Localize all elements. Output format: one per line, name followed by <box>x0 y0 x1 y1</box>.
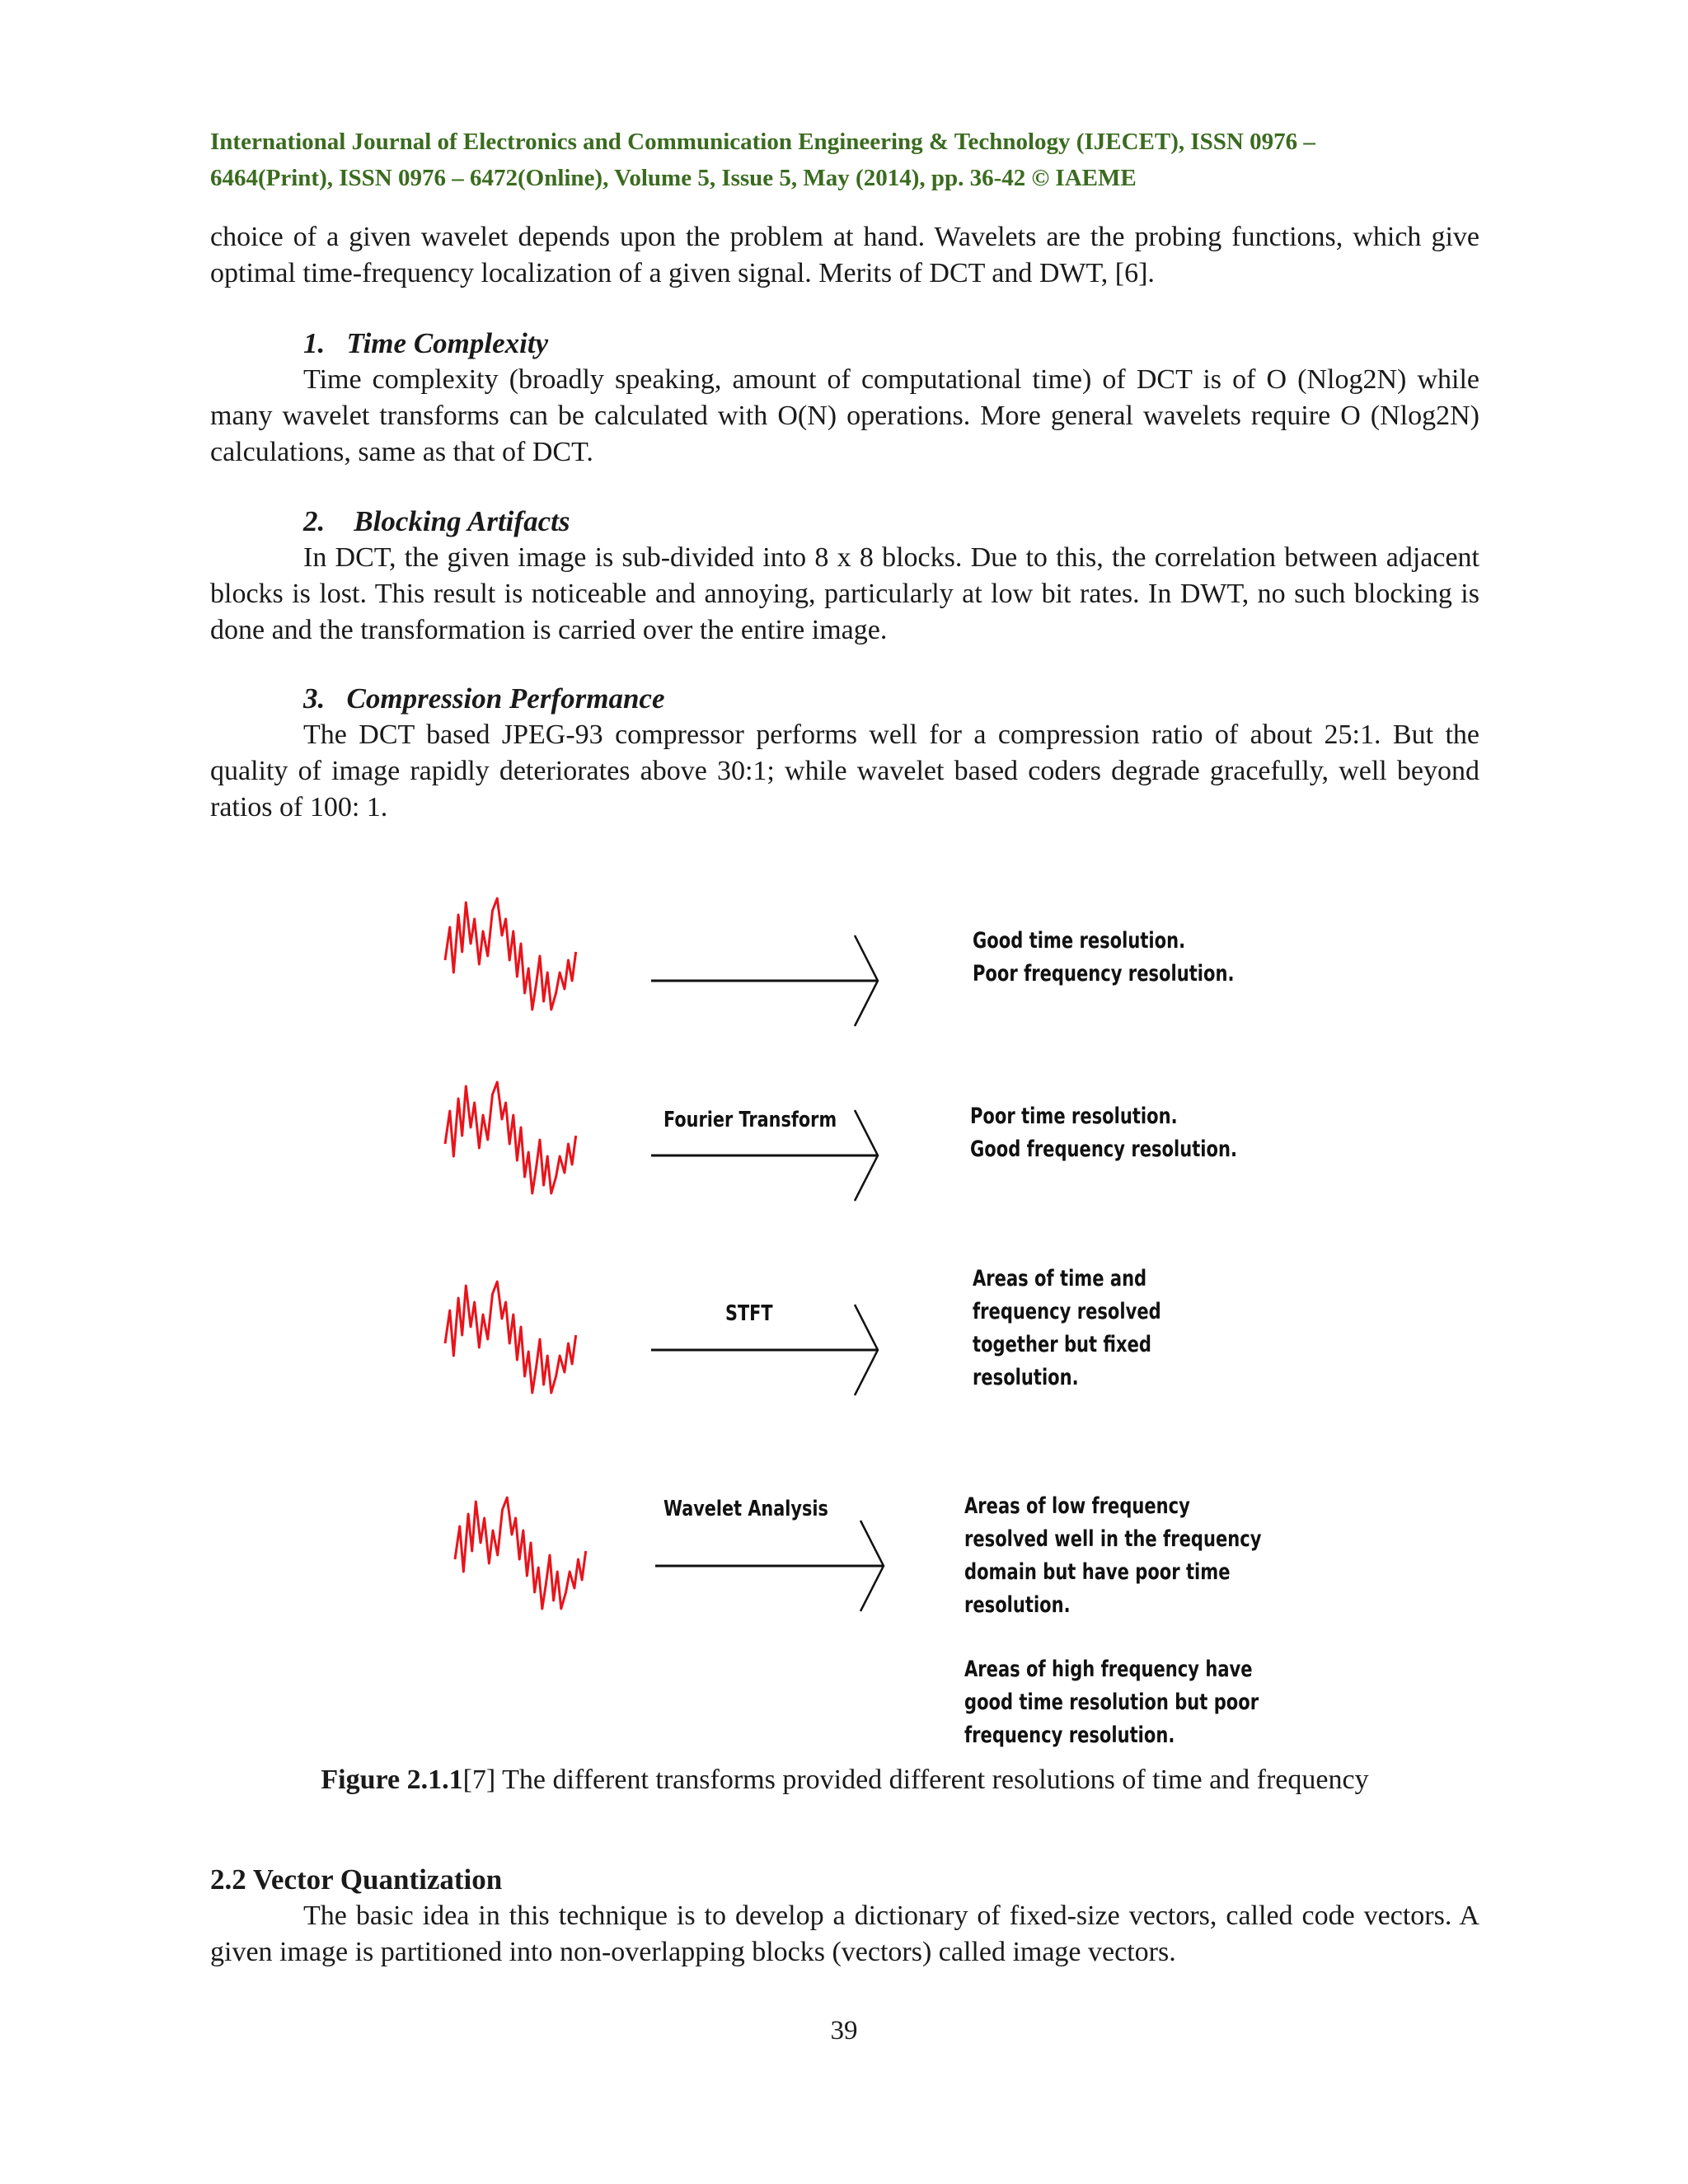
row-description-1 <box>973 925 1234 991</box>
row-3-line-2: frequency resolved <box>973 1299 1161 1324</box>
row-description-3 <box>973 1263 1161 1394</box>
journal-header-line-2: 6464(Print), ISSN 0976 – 6472(Online), Volume 5, Issue 5, May (2014), pp. 36-42 © IAEME <box>210 165 1137 191</box>
row-2-line-1: Poor time resolution. <box>970 1104 1178 1129</box>
row-4-line-6: Areas of high frequency have <box>964 1657 1253 1682</box>
row-4-line-4: resolution. <box>964 1592 1071 1618</box>
row-4-line-1: Areas of low frequency <box>964 1493 1190 1519</box>
journal-header <box>210 124 1479 196</box>
row-description-2 <box>970 1100 1237 1166</box>
section-heading-compression-performance: 3. Compression Performance <box>303 682 665 715</box>
intro-paragraph: choice of a given wavelet depends upon the problem at hand. Wavelets are the probing functions, which give optimal time-frequency localization of a given signal. Merits of DCT and DWT, [6]. <box>210 222 1479 288</box>
figure-caption-label: Figure 2.1.1 <box>321 1765 463 1795</box>
section-body-time-complexity: Time complexity (broadly speaking, amount of computational time) of DCT is of O (Nlog2N) while many wavelet transforms can be calculated with O(N) operations. More general wavelets require O (Nlog2N) calculations, same as that of DCT. <box>210 364 1479 467</box>
transform-label-wavelet: Wavelet Analysis <box>663 1497 828 1521</box>
transform-label-fourier: Fourier Transform <box>663 1108 837 1132</box>
transform-resolution-figure <box>0 874 1688 1764</box>
signal-waveform-1 <box>445 898 576 1010</box>
page-number: 39 <box>830 2016 858 2046</box>
row-3-line-4: resolution. <box>973 1365 1079 1390</box>
row-3-line-1: Areas of time and <box>973 1266 1147 1291</box>
section-heading-time-complexity: 1. Time Complexity <box>303 327 549 359</box>
row-4-line-7: good time resolution but poor <box>964 1690 1259 1715</box>
signal-waveform-4 <box>455 1497 586 1609</box>
figure-caption-text: [7] The different transforms provided different resolutions of time and frequency <box>462 1765 1369 1795</box>
row-3-line-3: together but fixed <box>973 1332 1151 1357</box>
row-4-line-2: resolved well in the frequency <box>964 1526 1262 1552</box>
section-body-vector-quantization: The basic idea in this technique is to develop a dictionary of fixed-size vectors, called code vectors. A given image is partitioned into non-overlapping blocks (vectors) called image vectors. <box>210 1900 1479 1967</box>
row-2-line-2: Good frequency resolution. <box>970 1137 1237 1162</box>
row-4-spacer <box>964 1622 1261 1653</box>
section-body-compression-performance: The DCT based JPEG-93 compressor performs well for a compression ratio of about 25:1. But the quality of image rapidly deteriorates above 30:1; while wavelet based coders degrade gracefully, well beyond ratios of 100: 1. <box>210 719 1479 823</box>
row-4-line-8: frequency resolution. <box>964 1722 1175 1748</box>
section-body-blocking-artifacts: In DCT, the given image is sub-divided into 8 x 8 blocks. Due to this, the correlation between adjacent blocks is lost. This result is noticeable and annoying, particularly at low bit rates. In DWT, no such blocking is done and the transformation is carried over the entire image. <box>210 542 1479 645</box>
figure-caption <box>210 1762 1479 1798</box>
transform-label-stft: STFT <box>725 1301 773 1326</box>
journal-header-line-1: International Journal of Electronics and Communication Engineering & Technology (IJECET), ISSN 0976 – <box>210 129 1315 155</box>
section-heading-blocking-artifacts: 2. Blocking Artifacts <box>303 505 570 537</box>
row-description-4 <box>964 1490 1261 1752</box>
signal-waveform-2 <box>445 1082 576 1193</box>
section-heading-vector-quantization: 2.2 Vector Quantization <box>210 1863 503 1896</box>
row-4-line-3: domain but have poor time <box>964 1559 1231 1585</box>
row-1-line-1: Good time resolution. <box>973 928 1186 954</box>
row-1-line-2: Poor frequency resolution. <box>973 961 1235 987</box>
figure-graphics <box>0 874 1688 1764</box>
signal-waveform-3 <box>445 1282 576 1393</box>
